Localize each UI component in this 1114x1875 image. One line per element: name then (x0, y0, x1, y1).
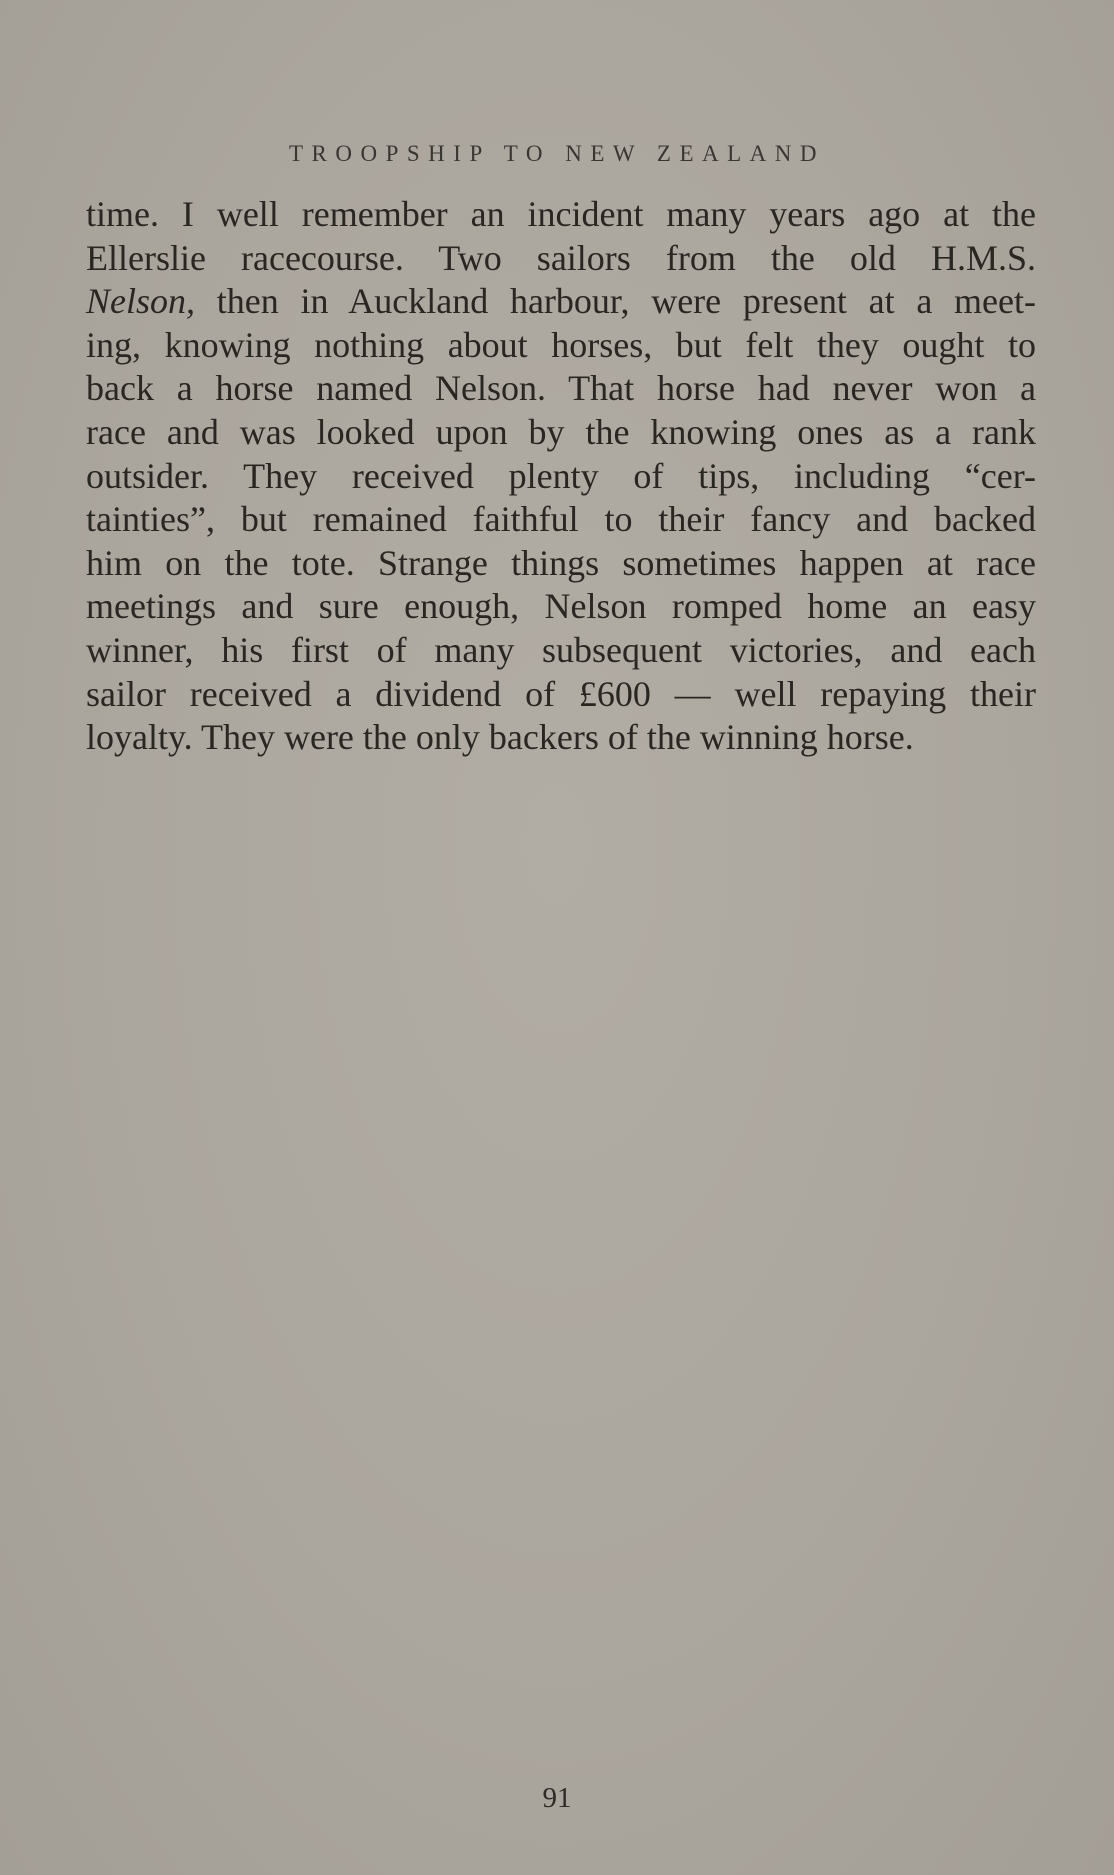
text-line (86, 280, 1036, 324)
text-line: tainties”, but remained faithful to their fancy and backed (86, 499, 1036, 540)
text-line: sailor received a dividend of £600 — well repaying their (86, 673, 1036, 714)
page-number: 91 (542, 1782, 572, 1814)
ship-name-italic: Nelson, (86, 281, 196, 322)
text-line: loyalty. They were the only backers of the winning horse. (86, 717, 914, 758)
body-paragraph (86, 193, 1036, 760)
text-line: time. I well remember an incident many years ago at the (86, 194, 1036, 234)
text-line: Ellerslie racecourse. Two sailors from the old H.M.S. (86, 237, 1036, 278)
text-line: winner, his first of many subsequent victories, and each (86, 629, 1036, 670)
text-line: outsider. They received plenty of tips, including “cer- (86, 455, 1036, 496)
text-line: back a horse named Nelson. That horse had never won a (86, 368, 1036, 409)
text-line-rest: then in Auckland harbour, were present at a meet- (195, 281, 1036, 322)
running-head: TROOPSHIP TO NEW ZEALAND (288, 141, 826, 166)
text-line: meetings and sure enough, Nelson romped home an easy (86, 586, 1036, 627)
text-line: ing, knowing nothing about horses, but felt they ought to (86, 324, 1036, 365)
text-line: him on the tote. Strange things sometimes happen at race (86, 542, 1036, 583)
text-line: race and was looked upon by the knowing ones as a rank (86, 411, 1036, 452)
